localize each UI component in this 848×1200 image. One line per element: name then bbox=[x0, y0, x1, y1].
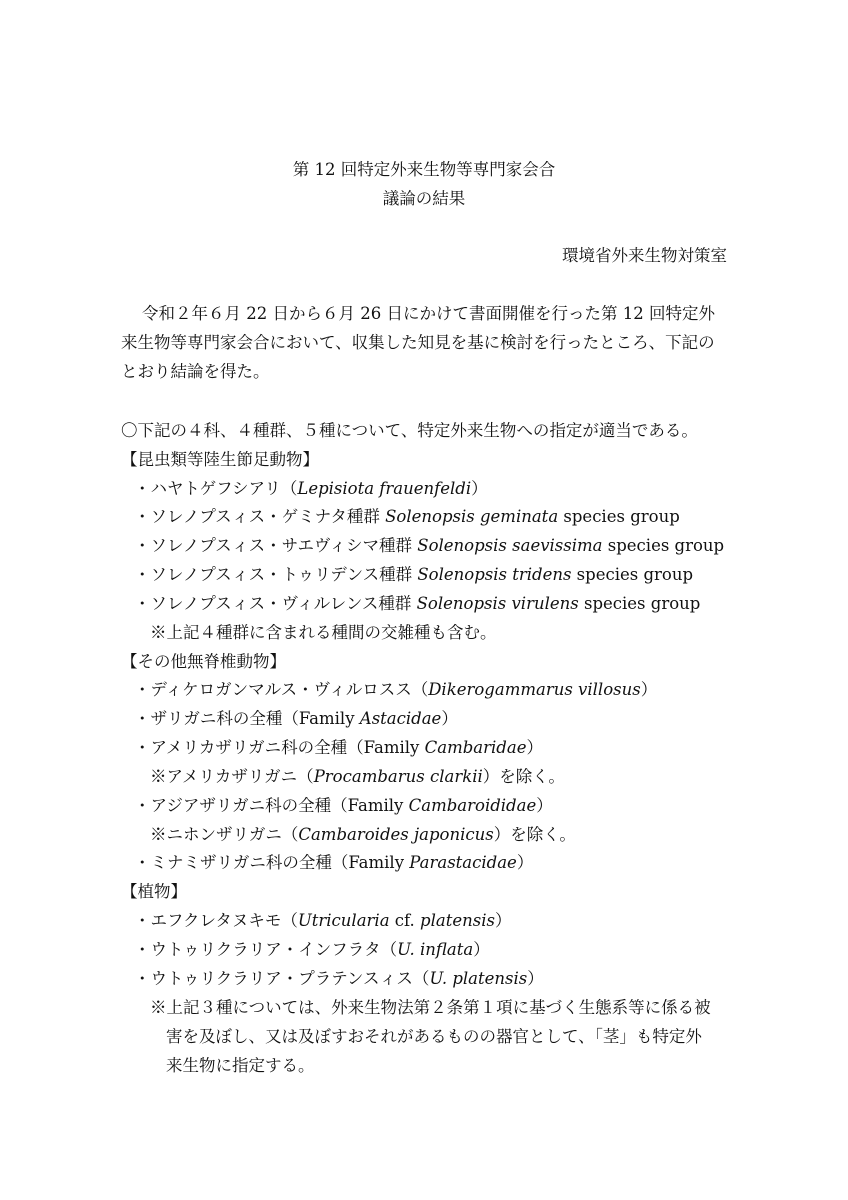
intro-line: 令和２年６月 22 日から６月 26 日にかけて書面開催を行った第 12 回特定外 bbox=[142, 304, 715, 323]
document-subtitle: 議論の結果 bbox=[382, 189, 466, 208]
species-item: ・ディケロガンマルス・ヴィルロスス（Dikerogammarus villosus） bbox=[134, 680, 658, 699]
intro-line: 来生物等専門家会合において、収集した知見を基に検討を行ったところ、下記の bbox=[121, 333, 715, 352]
species-item: ・ソレノプスィス・ヴィルレンス種群 Solenopsis virulens species group bbox=[134, 594, 701, 613]
species-note: ※上記４種群に含まれる種間の交雑種も含む。 bbox=[150, 623, 497, 642]
section-heading-invertebrates: 【その他無脊椎動物】 bbox=[121, 652, 286, 671]
section-heading-plants: 【植物】 bbox=[121, 882, 187, 901]
document-title: 第 12 回特定外来生物等専門家会合 bbox=[292, 160, 556, 179]
plants-note-line: ※上記３種については、外来生物法第２条第１項に基づく生態系等に係る被 bbox=[150, 998, 711, 1017]
species-item: ・ハヤトゲフシアリ（Lepisiota frauenfeldi） bbox=[134, 479, 488, 498]
species-item: ・ミナミザリガニ科の全種（Family Parastacidae） bbox=[134, 853, 534, 872]
species-item: ・ソレノプスィス・ゲミナタ種群 Solenopsis geminata species group bbox=[134, 507, 680, 526]
species-item: ・ザリガニ科の全種（Family Astacidae） bbox=[134, 709, 458, 728]
plants-note-line: 来生物に指定する。 bbox=[166, 1056, 315, 1075]
species-item: ・ソレノプスィス・サエヴィシマ種群 Solenopsis saevissima species group bbox=[134, 536, 725, 555]
author-office: 環境省外来生物対策室 bbox=[562, 246, 727, 265]
conclusion-statement: 〇下記の４科、４種群、５種について、特定外来生物への指定が適当である。 bbox=[121, 421, 698, 440]
species-item: ・ソレノプスィス・トゥリデンス種群 Solenopsis tridens species group bbox=[134, 565, 694, 584]
species-exclusion-note: ※アメリカザリガニ（Procambarus clarkii）を除く。 bbox=[150, 767, 565, 786]
species-item: ・アメリカザリガニ科の全種（Family Cambaridae） bbox=[134, 738, 543, 757]
species-item: ・エフクレタヌキモ（Utricularia cf. platensis） bbox=[134, 911, 512, 930]
section-heading-insects: 【昆虫類等陸生節足動物】 bbox=[121, 450, 319, 469]
species-item: ・ウトゥリクラリア・インフラタ（U. inflata） bbox=[134, 940, 490, 959]
species-item: ・アジアザリガニ科の全種（Family Cambaroididae） bbox=[134, 796, 553, 815]
plants-note-line: 害を及ぼし、又は及ぼすおそれがあるものの器官として、「茎」も特定外 bbox=[166, 1027, 702, 1046]
species-exclusion-note: ※ニホンザリガニ（Cambaroides japonicus）を除く。 bbox=[150, 825, 576, 844]
intro-line: とおり結論を得た。 bbox=[121, 362, 270, 381]
species-item: ・ウトゥリクラリア・プラテンスィス（U. platensis） bbox=[134, 969, 544, 988]
